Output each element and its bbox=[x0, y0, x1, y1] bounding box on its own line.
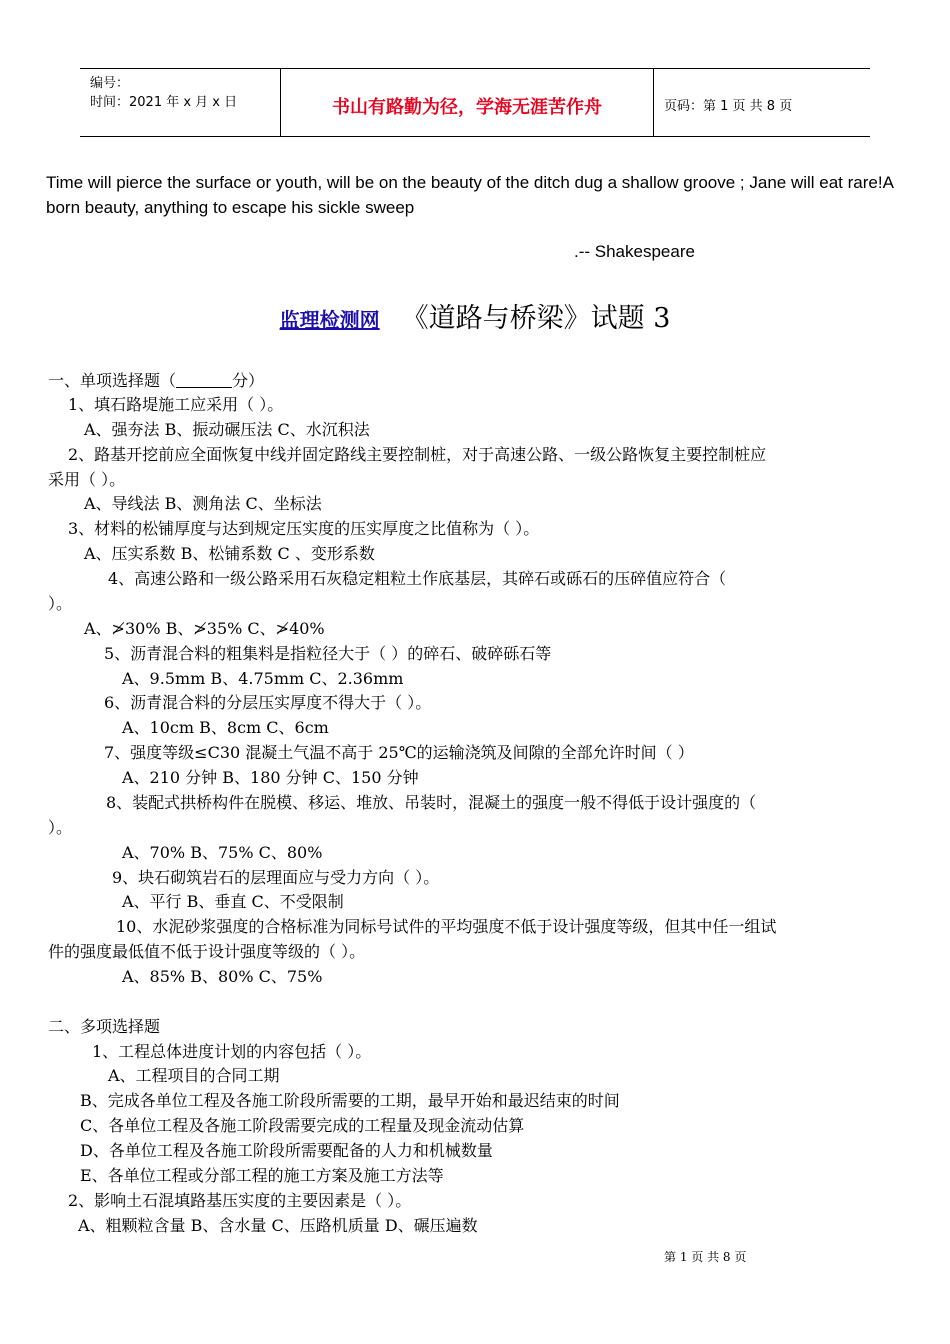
header-motto-cell bbox=[281, 69, 654, 136]
quote-author: .-- Shakespeare bbox=[574, 242, 695, 261]
question-1-10-cont: 件的强度最低值不低于设计强度等级的（ ）。 bbox=[48, 942, 366, 961]
question-1-2-options: A、导线法 B、测角法 C、坐标法 bbox=[84, 494, 322, 513]
question-2-1-option-b: B、完成各单位工程及各施工阶段所需要的工期，最早开始和最迟结束的时间 bbox=[80, 1091, 620, 1110]
question-1-4: 4、高速公路和一级公路采用石灰稳定粗粒土作底基层，其碎石或砾石的压碎值应符合（ bbox=[108, 569, 727, 588]
number-label: 编号： bbox=[90, 76, 130, 91]
section1-heading-pre: 一、单项选择题（ bbox=[48, 371, 177, 390]
document-header bbox=[80, 68, 870, 137]
question-1-5: 5、沥青混合料的粗集料是指粒径大于（ ）的碎石、破碎砾石等 bbox=[104, 644, 552, 663]
question-1-10: 10、水泥砂浆强度的合格标准为同标号试件的平均强度不低于设计强度等级，但其中任一组试 bbox=[116, 917, 777, 936]
header-meta-cell bbox=[80, 69, 281, 136]
question-1-4-options: A、≯30% B、≯35% C、≯40% bbox=[84, 619, 325, 638]
motto: 书山有路勤为径，学海无涯苦作舟 bbox=[332, 97, 602, 118]
page-title bbox=[0, 296, 950, 335]
page-info: 页码：第 1 页 共 8 页 bbox=[664, 99, 793, 114]
site-link[interactable]: 监理检测网 bbox=[279, 308, 380, 332]
title-main: 《道路与桥梁》试题 3 bbox=[401, 303, 671, 334]
question-1-10-options: A、85% B、80% C、75% bbox=[122, 967, 323, 986]
question-1-6: 6、沥青混合料的分层压实厚度不得大于（ ）。 bbox=[104, 693, 432, 712]
question-1-8-options: A、70% B、75% C、80% bbox=[122, 843, 323, 862]
quote-text: Time will pierce the surface or youth, will be on the beauty of the ditch dug a shallow groove ; Jane will eat rare!A born beauty, anything to escape his sickle sweep bbox=[46, 173, 893, 217]
question-1-7-options: A、210 分钟 B、180 分钟 C、150 分钟 bbox=[122, 768, 419, 787]
question-1-9-options: A、平行 B、垂直 C、不受限制 bbox=[122, 892, 344, 911]
question-1-1: 1、填石路堤施工应采用（ ）。 bbox=[68, 395, 284, 414]
question-1-6-options: A、10cm B、8cm C、6cm bbox=[122, 718, 329, 737]
question-1-5-options: A、9.5mm B、4.75mm C、2.36mm bbox=[122, 669, 404, 688]
score-blank[interactable] bbox=[176, 373, 232, 388]
section1-heading bbox=[48, 368, 264, 391]
question-2-1-option-e: E、各单位工程或分部工程的施工方案及施工方法等 bbox=[80, 1166, 444, 1185]
question-1-8-cont: ）。 bbox=[48, 818, 73, 837]
question-2-1-option-c: C、各单位工程及各施工阶段需要完成的工程量及现金流动估算 bbox=[80, 1116, 525, 1135]
question-1-4-cont: ）。 bbox=[48, 594, 73, 613]
time-label: 时间：2021 年 x 月 x 日 bbox=[90, 95, 238, 110]
question-2-2-options: A、粗颗粒含量 B、含水量 C、压路机质量 D、碾压遍数 bbox=[78, 1216, 478, 1235]
page-footer: 第 1 页 共 8 页 bbox=[664, 1250, 747, 1264]
header-page-cell bbox=[654, 69, 870, 136]
question-2-1: 1、工程总体进度计划的内容包括（ ）。 bbox=[92, 1042, 372, 1061]
question-1-2: 2、路基开挖前应全面恢复中线并固定路线主要控制桩，对于高速公路、一级公路恢复主要控制桩应 bbox=[68, 445, 767, 464]
question-2-1-option-d: D、各单位工程及各施工阶段所需要配备的人力和机械数量 bbox=[80, 1141, 493, 1160]
question-2-2: 2、影响土石混填路基压实度的主要因素是（ ）。 bbox=[68, 1191, 412, 1210]
question-1-1-options: A、强夯法 B、振动碾压法 C、水沉积法 bbox=[84, 420, 370, 439]
question-1-7: 7、强度等级≤C30 混凝土气温不高于 25℃的运输浇筑及间隙的全部允许时间（ ） bbox=[104, 743, 694, 762]
question-1-8: 8、装配式拱桥构件在脱模、移运、堆放、吊装时，混凝土的强度一般不得低于设计强度的（ bbox=[106, 793, 757, 812]
section1-heading-post: 分） bbox=[232, 371, 265, 390]
question-2-1-option-a: A、工程项目的合同工期 bbox=[108, 1066, 280, 1085]
section2-heading: 二、多项选择题 bbox=[48, 1017, 161, 1036]
question-1-3: 3、材料的松铺厚度与达到规定压实度的压实厚度之比值称为（ ）。 bbox=[68, 519, 540, 538]
question-1-2-cont: 采用（ ）。 bbox=[48, 470, 126, 489]
question-1-9: 9、块石砌筑岩石的层理面应与受力方向（ ）。 bbox=[112, 868, 440, 887]
question-1-3-options: A、压实系数 B、松铺系数 C 、变形系数 bbox=[84, 544, 375, 563]
